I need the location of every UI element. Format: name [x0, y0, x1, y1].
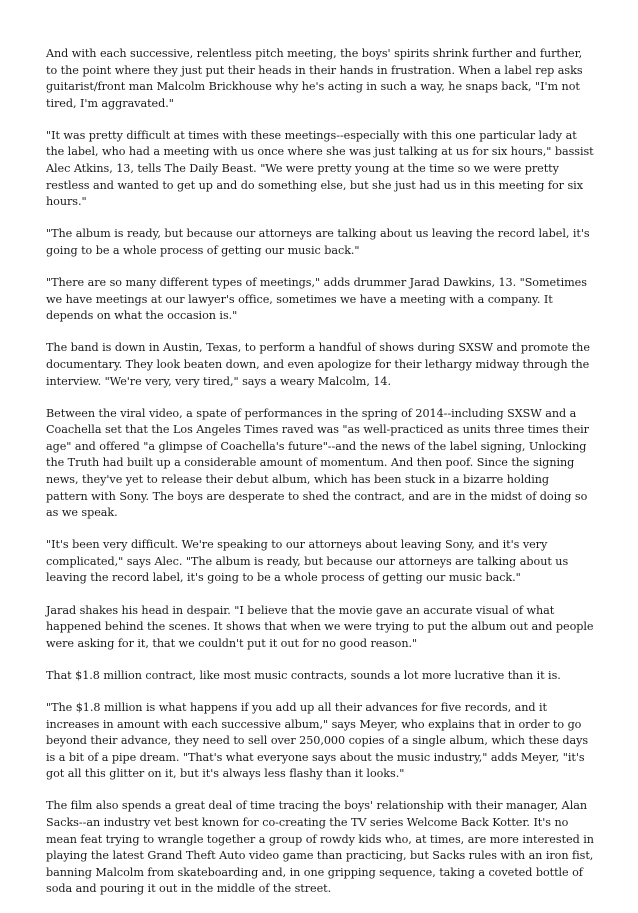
article-paragraph: That $1.8 million contract, like most music contracts, sounds a lot more lucrative than it is.: [46, 668, 561, 682]
article-paragraph: "There are so many different types of meetings," adds drummer Jarad Dawkins, 13. "Sometimes we have meetings at our lawyer's office, sometimes we have a meeting with a company. It depends on what the occasion is.": [46, 276, 587, 323]
article-paragraph: Jarad shakes his head in despair. "I believe that the movie gave an accurate visual of what happened behind the scenes. It shows that when we were trying to put the album out and people were asking for it, that we couldn't put it out for no good reason.": [46, 603, 594, 650]
article-body: [46, 46, 594, 913]
article-paragraph: "The $1.8 million is what happens if you add up all their advances for five records, and it increases in amount with each successive album," says Meyer, who explains that in order to go beyond their advance, they need to sell over 250,000 copies of a single album, which these days is a bit of a pipe dream. "That's what everyone says about the music industry," adds Meyer, "it's got all this glitter on it, but it's always less flashy than it looks.": [46, 700, 589, 781]
article-paragraph: The film also spends a great deal of time tracing the boys' relationship with their manager, Alan Sacks--an industry vet best known for co-creating the TV series Welcome Back Kotter. It's no mean feat trying to wrangle together a group of rowdy kids who, at times, are more interested in playing the latest Grand Theft Auto video game than practicing, but Sacks rules with an iron fist, banning Malcolm from skateboarding and, in one gripping sequence, taking a coveted bottle of soda and pouring it out in the middle of the street.: [46, 799, 594, 896]
article-paragraph: "The album is ready, but because our attorneys are talking about us leaving the record label, it's going to be a whole process of getting our music back.": [46, 227, 590, 257]
article-paragraph: And with each successive, relentless pitch meeting, the boys' spirits shrink further and further, to the point where they just put their heads in their hands in frustration. When a label rep asks guitarist/front man Malcolm Brickhouse why he's acting in such a way, he snaps back, "I'm not tired, I'm aggravated.": [46, 47, 583, 110]
article-paragraph: "It's been very difficult. We're speaking to our attorneys about leaving Sony, and it's very complicated," says Alec. "The album is ready, but because our attorneys are talking about us leaving the record label, it's going to be a whole process of getting our music back.": [46, 538, 569, 585]
article-paragraph: Between the viral video, a spate of performances in the spring of 2014--including SXSW and a Coachella set that the Los Angeles Times raved was "as well-practiced as units three times their age" and offered "a glimpse of Coachella's future"--and the news of the label signing, Unlocking the Truth had built up a considerable amount of momentum. And then poof. Since the signing news, they've yet to release their debut album, which has been stuck in a bizarre holding pattern with Sony. The boys are desperate to shed the contract, and are in the midst of doing so as we speak.: [46, 406, 589, 520]
article-paragraph: "It was pretty difficult at times with these meetings--especially with this one particular lady at the label, who had a meeting with us once where she was just talking at us for six hours," bassist Alec Atkins, 13, tells The Daily Beast. "We were pretty young at the time so we were pretty restless and wanted to get up and do something else, but she just had us in this meeting for six hours.": [46, 128, 594, 209]
article-paragraph: The band is down in Austin, Texas, to perform a handful of shows during SXSW and promote the documentary. They look beaten down, and even apologize for their lethargy midway through the interview. "We're very, very tired," says a weary Malcolm, 14.: [46, 341, 590, 388]
